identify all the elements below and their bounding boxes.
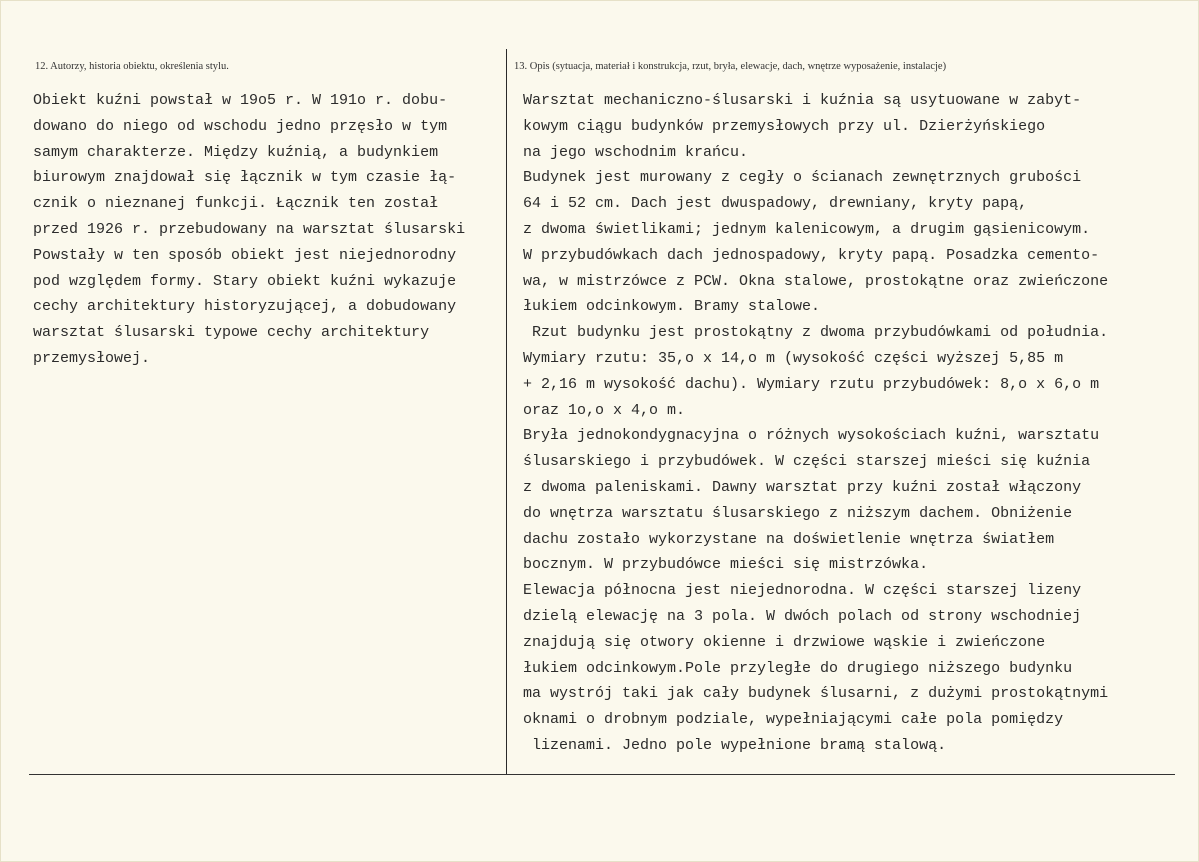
text-line: bocznym. W przybudówce mieści się mistrzówka. <box>523 556 929 574</box>
text-line: wa, w mistrzówce z PCW. Okna stalowe, prostokątne oraz zwieńczone <box>523 272 1109 290</box>
text-line: znajdują się otwory okienne i drzwiowe wąskie i zwieńczone <box>523 633 1046 651</box>
text-line: Budynek jest murowany z cegły o ścianach zewnętrznych grubości <box>523 169 1082 187</box>
section-13-text <box>523 88 1183 759</box>
section-12-text <box>33 88 503 372</box>
text-line: przemysłowej. <box>33 349 151 367</box>
text-line: oraz 1o,o x 4,o m. <box>523 401 686 419</box>
text-line: Elewacja północna jest niejednorodna. W części starszej lizeny <box>523 582 1082 600</box>
text-line: Wymiary rzutu: 35,o x 14,o m (wysokość części wyższej 5,85 m <box>523 349 1064 367</box>
text-line: przed 1926 r. przebudowany na warsztat ślusarski <box>33 220 466 238</box>
text-line: warsztat ślusarski typowe cechy architektury <box>33 324 430 342</box>
text-line: z dwoma świetlikami; jednym kalenicowym, a drugim gąsienicowym. <box>523 220 1091 238</box>
text-line: samym charakterze. Między kuźnią, a budynkiem <box>33 143 439 161</box>
text-line: Rzut budynku jest prostokątny z dwoma przybudówkami od południa. <box>523 324 1109 342</box>
text-line: + 2,16 m wysokość dachu). Wymiary rzutu przybudówek: 8,o x 6,o m <box>523 375 1100 393</box>
text-line: dzielą elewację na 3 pola. W dwóch polach od strony wschodniej <box>523 607 1082 625</box>
text-line: łukiem odcinkowym. Bramy stalowe. <box>523 298 821 316</box>
bottom-rule <box>29 774 1175 775</box>
text-line: biurowym znajdował się łącznik w tym czasie łą- <box>33 169 457 187</box>
text-line: ślusarskiego i przybudówek. W części starszej mieści się kuźnia <box>523 453 1091 471</box>
text-line: cznik o nieznanej funkcji. Łącznik ten został <box>33 195 439 213</box>
text-line: cechy architektury historyzującej, a dobudowany <box>33 298 457 316</box>
text-line: na jego wschodnim krańcu. <box>523 143 749 161</box>
text-line: Bryła jednokondygnacyjna o różnych wysokościach kuźni, warsztatu <box>523 427 1100 445</box>
text-line: Obiekt kuźni powstał w 19o5 r. W 191o r. dobu- <box>33 92 448 109</box>
text-line: 64 i 52 cm. Dach jest dwuspadowy, drewniany, kryty papą, <box>523 195 1028 213</box>
section-13-header: 13. Opis (sytuacja, materiał i konstrukcja, rzut, bryła, elewacje, dach, wnętrze wyposażenie, instalacje) <box>514 61 947 72</box>
text-line: lizenami. Jedno pole wypełnione bramą stalową. <box>523 736 947 754</box>
text-line: kowym ciągu budynków przemysłowych przy ul. Dzierżyńskiego <box>523 117 1046 135</box>
text-line: dowano do niego od wschodu jedno przęsło w tym <box>33 117 448 135</box>
text-line: oknami o drobnym podziale, wypełniającymi całe pola pomiędzy <box>523 711 1064 729</box>
text-line: ma wystrój taki jak cały budynek ślusarni, z dużymi prostokątnymi <box>523 685 1109 703</box>
text-line: do wnętrza warsztatu ślusarskiego z niższym dachem. Obniżenie <box>523 504 1073 522</box>
text-line: łukiem odcinkowym.Pole przyległe do drugiego niższego budynku <box>523 659 1073 677</box>
text-line: Warsztat mechaniczno-ślusarski i kuźnia są usytuowane w zabyt- <box>523 92 1082 109</box>
text-line: W przybudówkach dach jednospadowy, kryty papą. Posadzka cemento- <box>523 246 1100 264</box>
text-line: dachu zostało wykorzystane na doświetlenie wnętrza światłem <box>523 530 1055 548</box>
column-divider <box>506 49 507 775</box>
section-12-header: 12. Autorzy, historia obiektu, określenia stylu. <box>35 61 229 72</box>
text-line: Powstały w ten sposób obiekt jest niejednorodny <box>33 246 457 264</box>
text-line: z dwoma paleniskami. Dawny warsztat przy kuźni został włączony <box>523 478 1082 496</box>
text-line: pod względem formy. Stary obiekt kuźni wykazuje <box>33 272 457 290</box>
